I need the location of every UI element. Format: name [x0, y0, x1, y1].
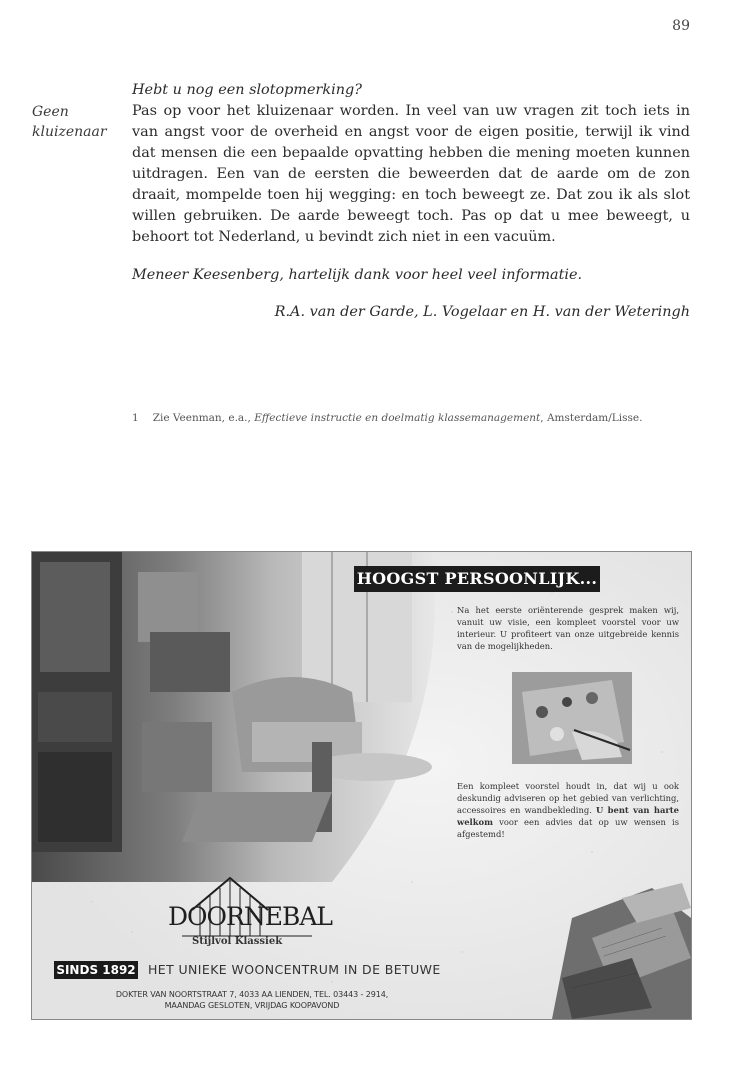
since-badge: SINDS 1892: [54, 961, 138, 979]
margin-note-line2: kluizenaar: [32, 124, 107, 140]
footnote-suffix: , Amsterdam/Lisse.: [540, 412, 643, 424]
ad-paragraph-1: Na het eerste oriënterende gesprek maken wij, vanuit uw visie, een kompleet voorstel voor uw interieur. U profiteert van onze uitgebreide kennis van de mogelijkheden.: [457, 605, 679, 651]
ad-paragraph-2-text: Een kompleet voorstel houdt in, dat wij u ook deskundig adviseren op het gebied van verlichting, accessoires en wandbekleding.: [457, 781, 679, 815]
footnote-title: Effectieve instructie en doelmatig klassemanagement: [254, 412, 541, 424]
margin-note-line1: Geen: [32, 104, 69, 120]
footnote: [132, 412, 692, 424]
footnote-prefix: Zie Veenman, e.a.,: [152, 412, 255, 424]
ad-welcome-bold: U bent van harte welkom: [457, 805, 680, 827]
ad-tagline: HET UNIEKE WOONCENTRUM IN DE BETUWE: [148, 962, 441, 977]
footnote-number: 1: [132, 412, 139, 424]
brand-logo-name: DOORNEBAL: [168, 902, 333, 931]
margin-note: [32, 102, 107, 142]
paint-palette-image: [512, 672, 632, 764]
closing-thanks: Meneer Keesenberg, hartelijk dank voor heel veel informatie.: [132, 267, 583, 283]
ad-address-line1: DOKTER VAN NOORTSTRAAT 7, 4033 AA LIENDEN, TEL. 03443 - 2914,: [115, 990, 389, 999]
ad-headline: HOOGST PERSOONLIJK...: [354, 566, 600, 592]
author-signature: R.A. van der Garde, L. Vogelaar en H. van der Weteringh: [274, 304, 690, 320]
advertisement: [31, 551, 692, 1020]
interview-question: Hebt u nog een slotopmerking?: [132, 82, 362, 98]
brand-logo-subtitle: Stijlvol Klassiek: [192, 936, 283, 947]
ad-paragraph-2-end: voor een advies dat op uw wensen is afgestemd!: [457, 817, 679, 839]
page-number: 89: [672, 18, 690, 34]
article-body: [132, 80, 690, 323]
ad-paragraph-2: [457, 780, 679, 840]
fabric-samples-image: [542, 878, 691, 1019]
ad-address-line2: MAANDAG GESLOTEN, VRIJDAG KOOPAVOND: [164, 1001, 340, 1010]
interview-answer: Pas op voor het kluizenaar worden. In veel van uw vragen zit toch iets in van angst voor de overheid en angst voor de eigen positie, terwijl ik vind dat mensen die een bepaalde opvatting hebben die mening moeten kunnen uitdragen. Een van de eersten die beweerden dat de aarde om de zon draait, mompelde toen hij wegging: en toch beweegt ze. Dat zou ik als slot willen gebruiken. De aarde beweegt toch. Pas op dat u mee beweegt, u behoort tot Nederland, u bevindt zich niet in een vacuüm.: [132, 103, 690, 245]
